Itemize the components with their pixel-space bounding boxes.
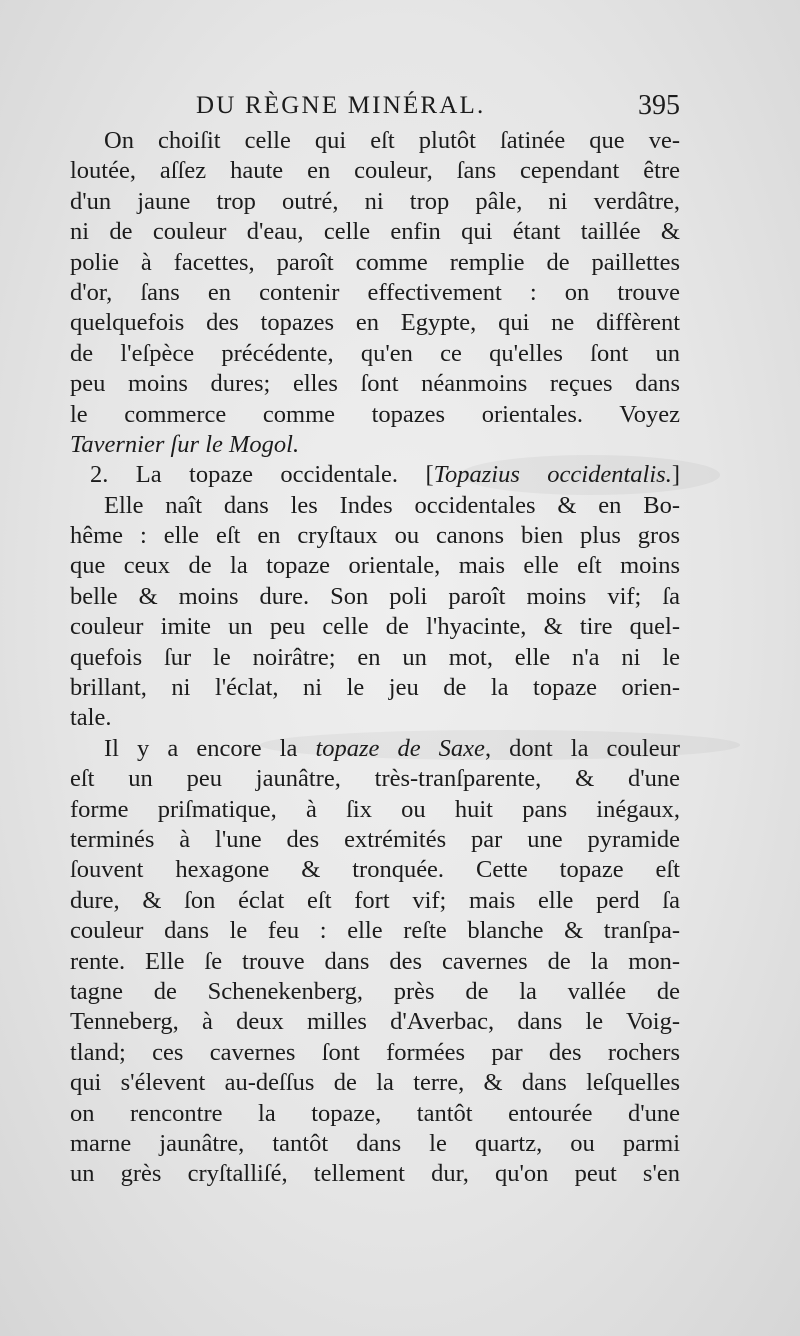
text-line: rente. Elle ſe trouve dans des cavernes de la mon- bbox=[70, 947, 680, 975]
text-line: dure, & ſon éclat eſt fort vif; mais elle perd ſa bbox=[70, 886, 680, 914]
text-line: Elle naît dans les Indes occidentales & en Bo- bbox=[104, 491, 680, 519]
text-fragment: , dont la couleur bbox=[484, 734, 680, 762]
text-line bbox=[70, 734, 680, 764]
text-line: peu moins dures; elles ſont néanmoins reçues dans bbox=[70, 370, 680, 398]
text-line: hême : elle eſt en cryſtaux ou canons bien plus gros bbox=[70, 522, 680, 550]
text-fragment: Il y a encore la bbox=[104, 734, 316, 762]
text-line: terminés à l'une des extrémités par une pyramide bbox=[70, 825, 680, 853]
bracket-close: ] bbox=[671, 461, 680, 489]
text-line: que ceux de la topaze orientale, mais elle eſt moins bbox=[70, 552, 680, 580]
body-text bbox=[70, 126, 680, 1190]
text-line: d'or, ſans en contenir effectivement : on trouve bbox=[70, 278, 680, 306]
text-line bbox=[70, 430, 680, 460]
text-line: quelquefois des topazes en Egypte, qui ne diffèrent bbox=[70, 309, 680, 337]
text-line: couleur imite un peu celle de l'hyacinte, & tire quel- bbox=[70, 613, 680, 641]
running-head bbox=[196, 86, 680, 126]
text-line: belle & moins dure. Son poli paroît moins vif; ſa bbox=[70, 582, 680, 610]
text-line: qui s'élevent au-deſſus de la terre, & dans leſquelles bbox=[70, 1069, 680, 1097]
text-line: un grès cryſtalliſé, tellement dur, qu'on peut s'en bbox=[70, 1160, 680, 1188]
text-line: de l'eſpèce précédente, qu'en ce qu'elles ſont un bbox=[70, 339, 680, 367]
text-line: on rencontre la topaze, tantôt entourée d'une bbox=[70, 1099, 680, 1127]
text-line bbox=[70, 460, 680, 490]
text-line: quefois ſur le noirâtre; en un mot, elle n'a ni le bbox=[70, 643, 680, 671]
text-line: d'un jaune trop outré, ni trop pâle, ni verdâtre, bbox=[70, 187, 680, 215]
text-line: tale. bbox=[70, 704, 112, 732]
text-line: polie à facettes, paroît comme remplie de paillettes bbox=[70, 248, 680, 276]
text-line: On choiſit celle qui eſt plutôt ſatinée que ve- bbox=[104, 127, 680, 154]
text-line: marne jaunâtre, tantôt dans le quartz, ou parmi bbox=[70, 1129, 680, 1157]
italic-reference: Tavernier ſur le Mogol. bbox=[70, 430, 300, 458]
text-line: ſouvent hexagone & tronquée. Cette topaze eſt bbox=[70, 856, 680, 884]
text-line: tland; ces cavernes ſont formées par des rochers bbox=[70, 1038, 680, 1066]
text-line: Tenneberg, à deux milles d'Averbac, dans le Voig- bbox=[70, 1008, 680, 1036]
text-line: eſt un peu jaunâtre, très-tranſparente, & d'une bbox=[70, 765, 680, 793]
italic-term: topaze de Saxe bbox=[315, 734, 485, 762]
text-line: forme priſmatique, à ſix ou huit pans inégaux, bbox=[70, 795, 680, 823]
text-line: loutée, aſſez haute en couleur, ſans cependant être bbox=[70, 157, 680, 185]
text-line: le commerce comme topazes orientales. Voyez bbox=[70, 400, 680, 428]
section-heading: 2. La topaze occidentale. [ bbox=[90, 461, 434, 489]
text-line: tagne de Schenekenberg, près de la vallée de bbox=[70, 977, 680, 1005]
running-title: DU RÈGNE MINÉRAL. bbox=[196, 92, 486, 119]
text-line: couleur dans le feu : elle reſte blanche & tranſpa- bbox=[70, 917, 680, 945]
latin-name: Topazius occidentalis. bbox=[433, 461, 672, 489]
page-number: 395 bbox=[638, 90, 680, 121]
text-line: ni de couleur d'eau, celle enfin qui étant taillée & bbox=[70, 218, 680, 246]
text-line: brillant, ni l'éclat, ni le jeu de la topaze orien- bbox=[70, 674, 680, 702]
